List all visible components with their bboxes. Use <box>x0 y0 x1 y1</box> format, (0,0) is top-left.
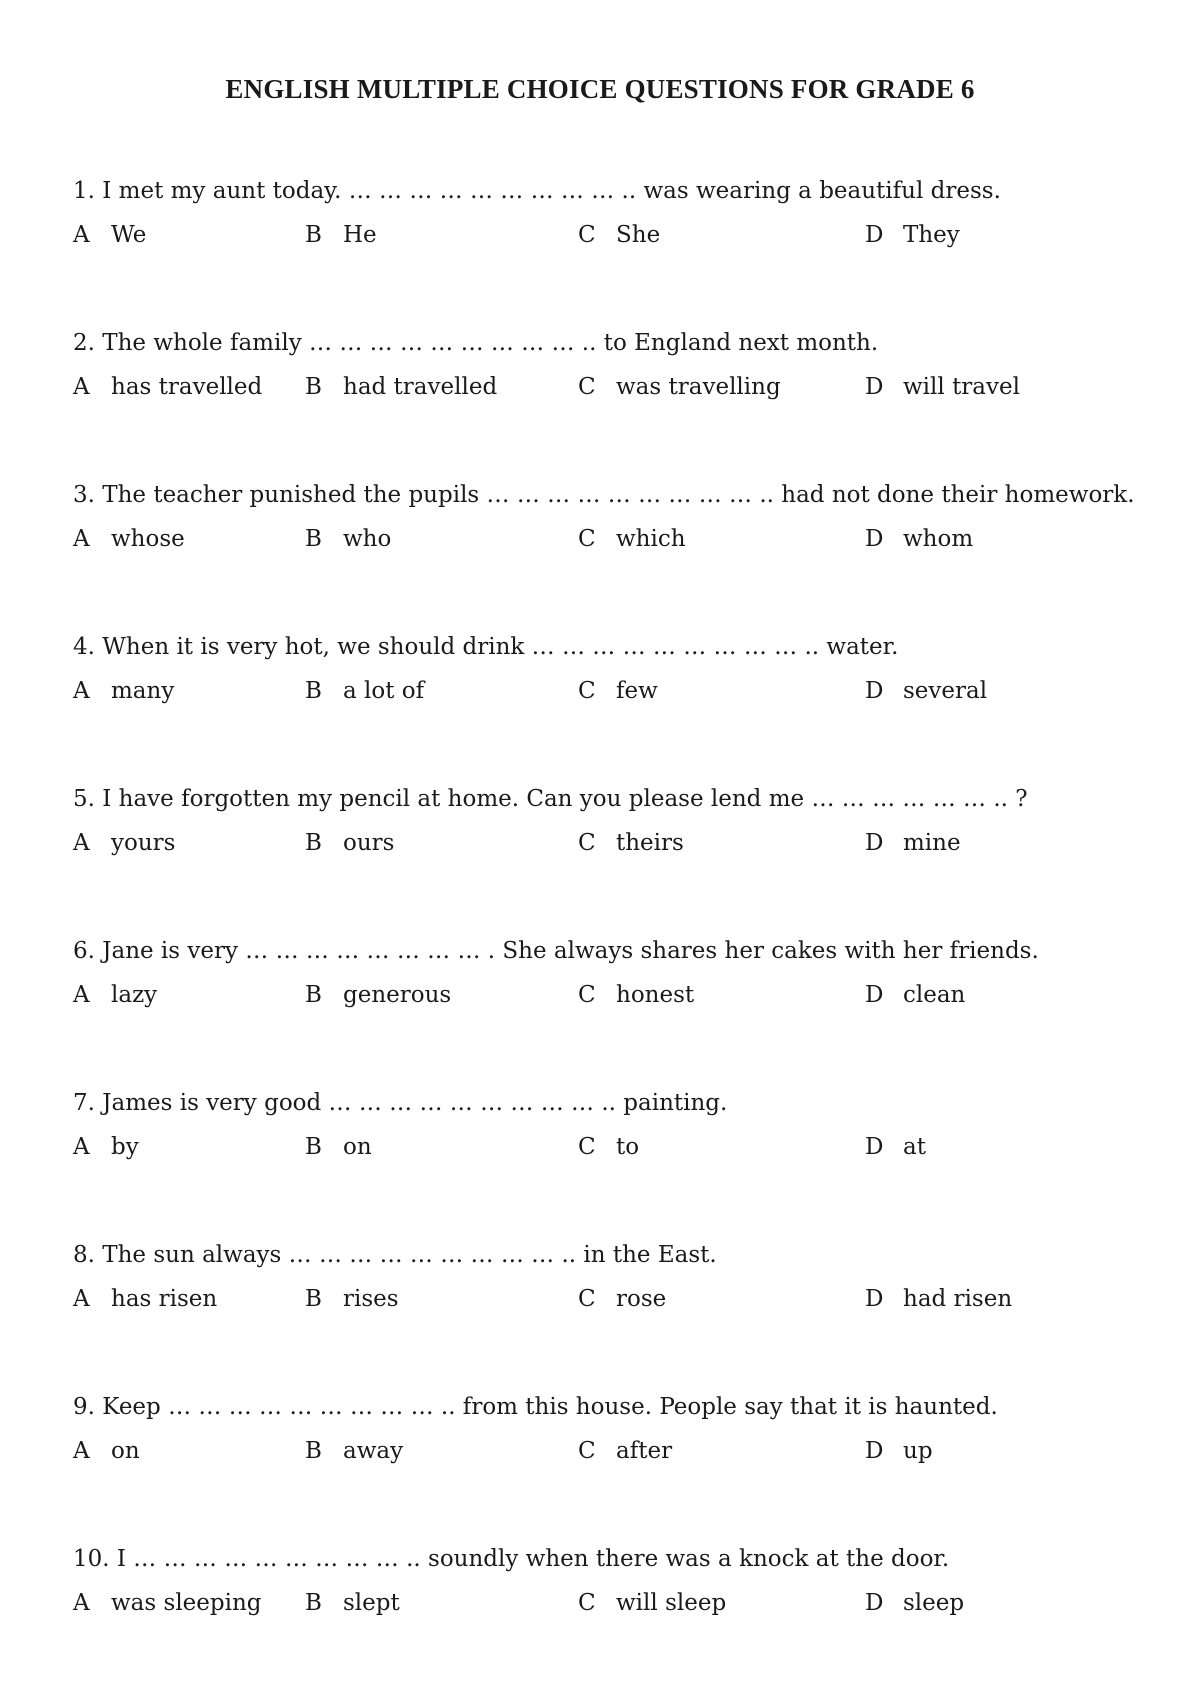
option-letter: A <box>73 1134 90 1160</box>
option-letter: A <box>73 1590 90 1616</box>
question-3 <box>73 480 1173 560</box>
question-stem: 9. Keep … … … … … … … … … .. from this house. People say that it is haunted. <box>73 1394 998 1420</box>
question-2 <box>73 328 1173 408</box>
option-text: generous <box>343 982 452 1008</box>
option-b[interactable] <box>305 1134 372 1160</box>
option-letter: A <box>73 678 90 704</box>
option-text: mine <box>903 830 961 856</box>
option-text: many <box>111 678 175 704</box>
option-letter: D <box>865 1134 884 1160</box>
option-text: away <box>343 1438 404 1464</box>
option-b[interactable] <box>305 1286 399 1312</box>
question-6 <box>73 936 1173 1016</box>
option-letter: A <box>73 982 90 1008</box>
option-d[interactable] <box>865 374 1020 400</box>
option-letter: B <box>305 1286 322 1312</box>
option-text: which <box>616 526 686 552</box>
option-d[interactable] <box>865 678 987 704</box>
option-d[interactable] <box>865 526 973 552</box>
option-a[interactable] <box>73 526 185 552</box>
option-letter: B <box>305 1438 322 1464</box>
option-text: has travelled <box>111 374 263 400</box>
option-letter: C <box>578 374 596 400</box>
option-text: clean <box>903 982 966 1008</box>
answer-options <box>73 1286 1173 1320</box>
option-letter: B <box>305 1134 322 1160</box>
option-text: They <box>903 222 960 248</box>
option-text: He <box>343 222 377 248</box>
answer-options <box>73 982 1173 1016</box>
option-letter: D <box>865 374 884 400</box>
option-d[interactable] <box>865 1590 964 1616</box>
option-b[interactable] <box>305 982 451 1008</box>
answer-options <box>73 222 1173 256</box>
question-stem: 6. Jane is very … … … … … … … … . She always shares her cakes with her friends. <box>73 938 1039 964</box>
option-c[interactable] <box>578 1286 666 1312</box>
option-b[interactable] <box>305 830 394 856</box>
option-text: several <box>903 678 988 704</box>
option-text: by <box>111 1134 139 1160</box>
option-letter: B <box>305 374 322 400</box>
question-1 <box>73 176 1173 256</box>
option-b[interactable] <box>305 1438 403 1464</box>
option-a[interactable] <box>73 678 174 704</box>
option-a[interactable] <box>73 1134 139 1160</box>
answer-options <box>73 830 1173 864</box>
option-text: sleep <box>903 1590 965 1616</box>
option-text: honest <box>616 982 695 1008</box>
option-text: at <box>903 1134 926 1160</box>
question-5 <box>73 784 1173 864</box>
option-letter: B <box>305 526 322 552</box>
question-9 <box>73 1392 1173 1472</box>
option-c[interactable] <box>578 222 660 248</box>
option-c[interactable] <box>578 678 658 704</box>
option-letter: D <box>865 830 884 856</box>
option-text: on <box>111 1438 140 1464</box>
question-8 <box>73 1240 1173 1320</box>
option-text: has risen <box>111 1286 218 1312</box>
option-b[interactable] <box>305 678 424 704</box>
option-letter: A <box>73 1438 90 1464</box>
option-c[interactable] <box>578 1438 672 1464</box>
question-stem: 8. The sun always … … … … … … … … … .. in the East. <box>73 1242 717 1268</box>
option-d[interactable] <box>865 1438 933 1464</box>
question-stem: 5. I have forgotten my pencil at home. Can you please lend me … … … … … … .. ? <box>73 786 1028 812</box>
option-d[interactable] <box>865 1286 1012 1312</box>
answer-options <box>73 1438 1173 1472</box>
question-stem: 3. The teacher punished the pupils … … … … … … … … … .. had not done their homework. <box>73 482 1135 508</box>
answer-options <box>73 526 1173 560</box>
question-stem: 4. When it is very hot, we should drink … … … … … … … … … .. water. <box>73 634 899 660</box>
option-text: will travel <box>903 374 1020 400</box>
option-letter: D <box>865 982 884 1008</box>
option-letter: A <box>73 374 90 400</box>
option-letter: A <box>73 830 90 856</box>
option-letter: C <box>578 982 596 1008</box>
question-7 <box>73 1088 1173 1168</box>
option-letter: D <box>865 1590 884 1616</box>
question-stem: 10. I … … … … … … … … … .. soundly when there was a knock at the door. <box>73 1546 950 1572</box>
option-text: to <box>616 1134 640 1160</box>
option-text: theirs <box>616 830 684 856</box>
option-letter: C <box>578 1438 596 1464</box>
option-text: had risen <box>903 1286 1013 1312</box>
question-stem: 7. James is very good … … … … … … … … … .. painting. <box>73 1090 728 1116</box>
option-d[interactable] <box>865 830 961 856</box>
option-text: after <box>616 1438 673 1464</box>
option-text: up <box>903 1438 933 1464</box>
option-letter: D <box>865 1438 884 1464</box>
option-a[interactable] <box>73 1286 217 1312</box>
answer-options <box>73 678 1173 712</box>
option-c[interactable] <box>578 1590 726 1616</box>
option-letter: B <box>305 1590 322 1616</box>
option-a[interactable] <box>73 374 262 400</box>
option-c[interactable] <box>578 830 684 856</box>
option-c[interactable] <box>578 1134 639 1160</box>
option-text: will sleep <box>616 1590 727 1616</box>
option-letter: D <box>865 678 884 704</box>
option-text: rose <box>616 1286 667 1312</box>
option-letter: A <box>73 1286 90 1312</box>
option-text: slept <box>343 1590 400 1616</box>
option-text: whose <box>111 526 185 552</box>
answer-options <box>73 1134 1173 1168</box>
option-b[interactable] <box>305 222 377 248</box>
option-b[interactable] <box>305 374 497 400</box>
answer-options <box>73 374 1173 408</box>
option-text: yours <box>111 830 176 856</box>
option-letter: D <box>865 222 884 248</box>
option-d[interactable] <box>865 1134 926 1160</box>
option-letter: A <box>73 222 90 248</box>
option-text: on <box>343 1134 372 1160</box>
option-letter: A <box>73 526 90 552</box>
option-a[interactable] <box>73 1438 140 1464</box>
option-a[interactable] <box>73 830 175 856</box>
option-text: whom <box>903 526 974 552</box>
option-letter: C <box>578 526 596 552</box>
option-letter: C <box>578 1134 596 1160</box>
option-text: was sleeping <box>111 1590 262 1616</box>
option-letter: B <box>305 982 322 1008</box>
answer-options <box>73 1590 1173 1624</box>
option-text: lazy <box>111 982 158 1008</box>
option-letter: D <box>865 526 884 552</box>
option-b[interactable] <box>305 1590 400 1616</box>
option-text: She <box>616 222 661 248</box>
option-text: who <box>343 526 392 552</box>
option-c[interactable] <box>578 526 686 552</box>
option-letter: C <box>578 1590 596 1616</box>
option-letter: D <box>865 1286 884 1312</box>
option-d[interactable] <box>865 982 965 1008</box>
option-text: few <box>616 678 658 704</box>
option-letter: C <box>578 830 596 856</box>
option-d[interactable] <box>865 222 960 248</box>
option-letter: B <box>305 678 322 704</box>
option-text: rises <box>343 1286 399 1312</box>
option-letter: B <box>305 222 322 248</box>
page-title: ENGLISH MULTIPLE CHOICE QUESTIONS FOR GRADE 6 <box>225 74 975 104</box>
option-text: was travelling <box>616 374 781 400</box>
option-a[interactable] <box>73 982 157 1008</box>
option-letter: C <box>578 222 596 248</box>
question-stem: 1. I met my aunt today. … … … … … … … … … .. was wearing a beautiful dress. <box>73 178 1001 204</box>
option-text: had travelled <box>343 374 498 400</box>
option-c[interactable] <box>578 374 781 400</box>
option-a[interactable] <box>73 222 146 248</box>
option-a[interactable] <box>73 1590 262 1616</box>
question-4 <box>73 632 1173 712</box>
option-letter: C <box>578 1286 596 1312</box>
option-letter: B <box>305 830 322 856</box>
question-10 <box>73 1544 1173 1624</box>
option-text: We <box>111 222 147 248</box>
option-letter: C <box>578 678 596 704</box>
option-text: ours <box>343 830 395 856</box>
option-c[interactable] <box>578 982 694 1008</box>
option-b[interactable] <box>305 526 391 552</box>
question-stem: 2. The whole family … … … … … … … … … .. to England next month. <box>73 330 879 356</box>
option-text: a lot of <box>343 678 425 704</box>
